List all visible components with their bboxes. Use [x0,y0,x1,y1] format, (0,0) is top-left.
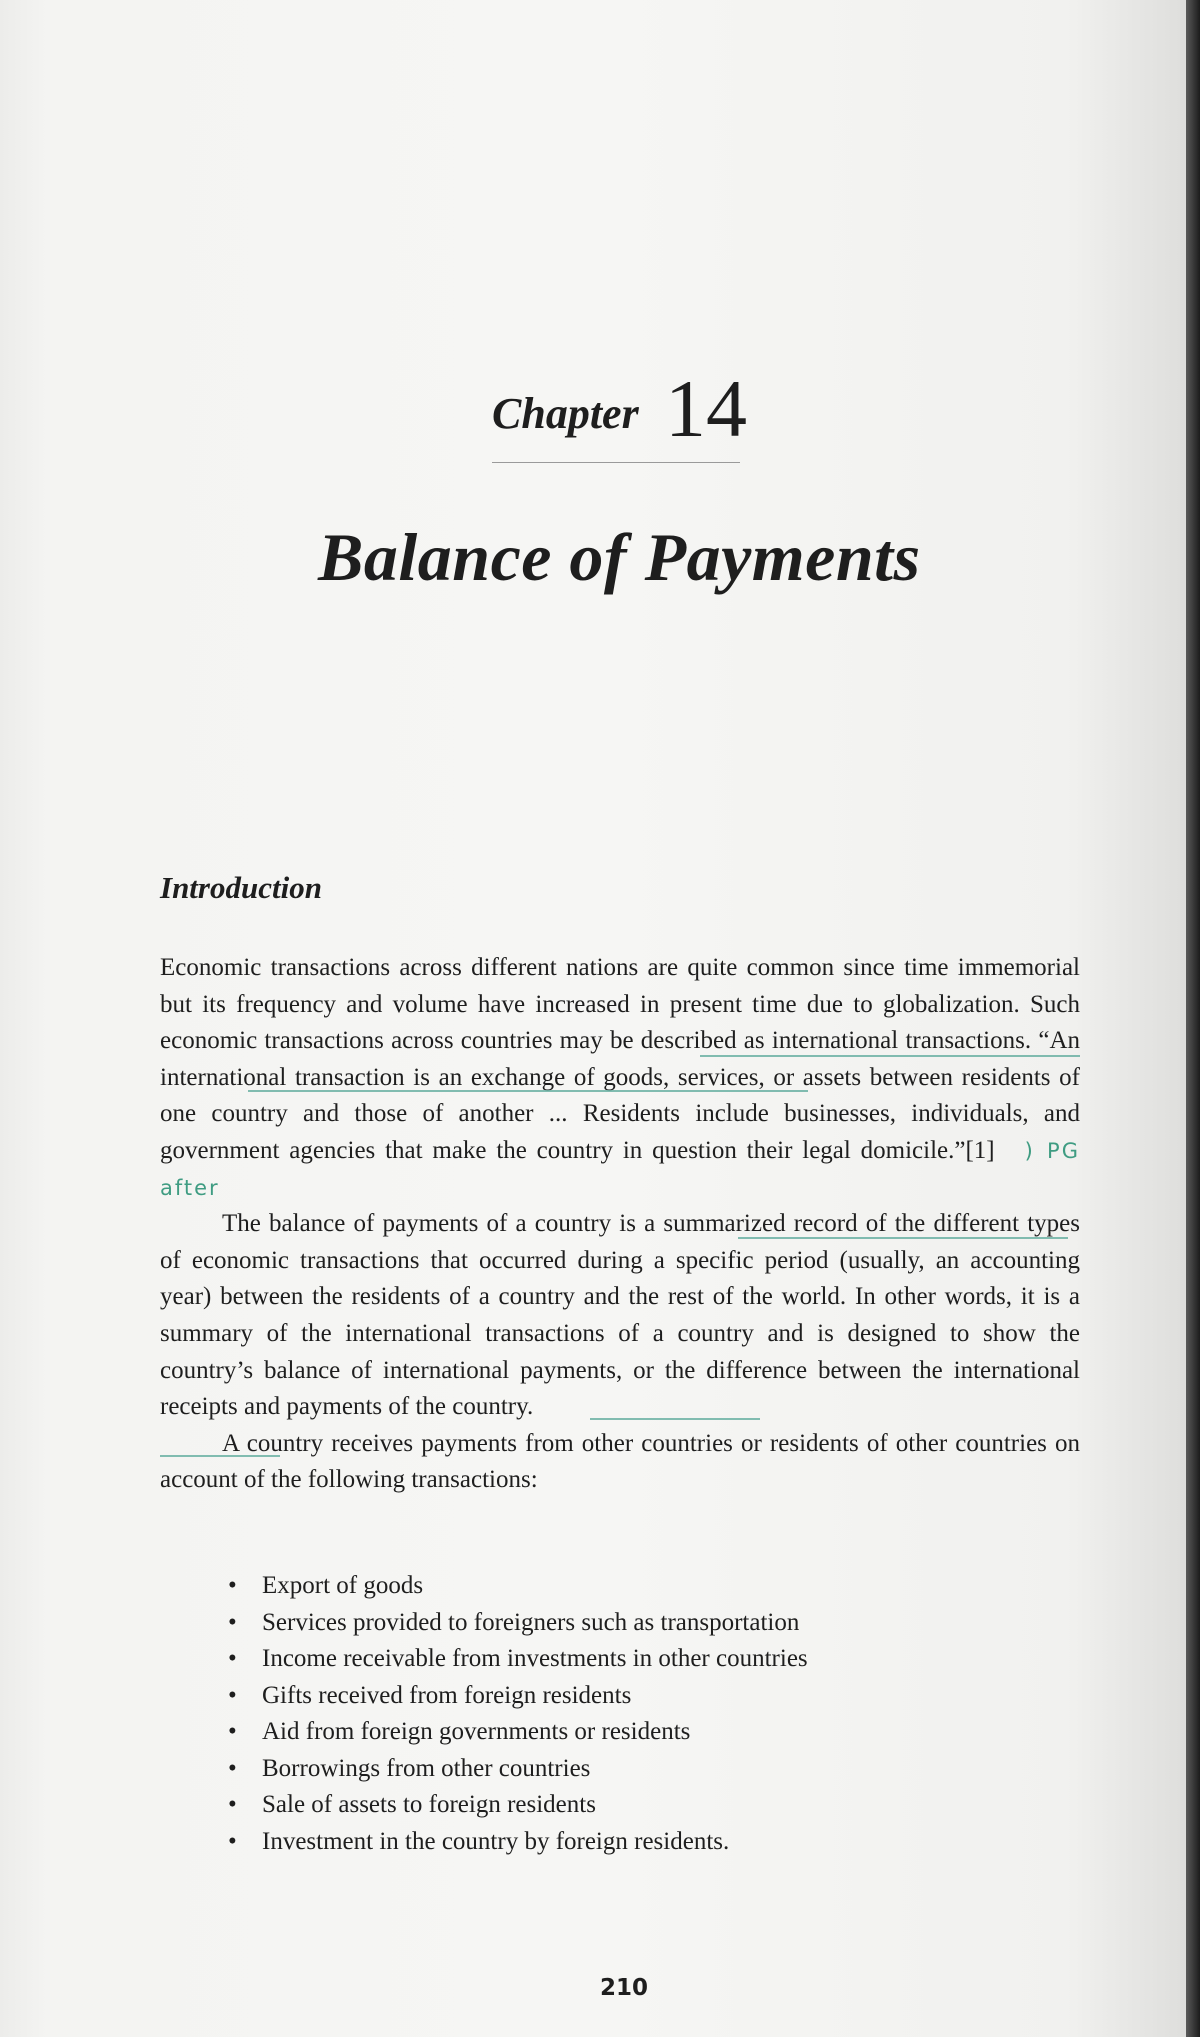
page-edge-shadow [1186,0,1200,2037]
list-item: • Gifts received from foreign residents [228,1678,1088,1715]
chapter-title: Balance of Payments [318,519,921,595]
page-number: 210 [600,1975,649,2001]
paragraph-2: The balance of payments of a country is a summarized record of the different types of economic transactions that occurred during a specific period (usually, an accounting year) between the residents of a country and the rest of the world. In other words, it is a summary of the international transactions of a country and is designed to show the country’s balance of international payments, or the difference between the international receipts and payments of the country. [160,1210,1080,1421]
list-item: • Investment in the country by foreign residents. [228,1824,1088,1861]
highlight-underline [738,1237,1068,1239]
chapter-label: Chapter [492,389,639,438]
list-item: • Borrowings from other countries [228,1751,1088,1788]
paragraph-3: A country receives payments from other countries or residents of other countries on account of the following transactions: [160,1429,1080,1494]
list-item: • Services provided to foreigners such as transportation [228,1605,1088,1642]
list-item: • Export of goods [228,1568,1088,1605]
list-item: • Aid from foreign governments or residents [228,1714,1088,1751]
section-heading: Introduction [160,870,322,905]
body-text [160,950,1080,1499]
paragraph-1 [160,950,1080,1206]
paragraph-1-text: Economic transactions across different nations are quite common since time immemorial but its frequency and volume have increased in present time due to globalization. Such economic transactions across countries may be described as international transactions. “An international transaction is an exchange of goods, services, or assets between residents of one country and those of another ... Residents include businesses, individuals, and government agencies that make the country in question their legal domicile.”[1] [160,954,1080,1164]
highlight-underline [590,1418,760,1420]
list-item: • Sale of assets to foreign residents [228,1787,1088,1824]
chapter-rule [492,462,740,463]
handwritten-note: ) PG after [160,1138,1080,1200]
highlight-underline [248,1090,808,1092]
highlight-underline [700,1055,1080,1057]
highlight-underline [160,1455,280,1457]
receipts-list [228,1568,1088,1860]
list-item: • Income receivable from investments in other countries [228,1641,1088,1678]
chapter-number: 14 [665,363,747,454]
